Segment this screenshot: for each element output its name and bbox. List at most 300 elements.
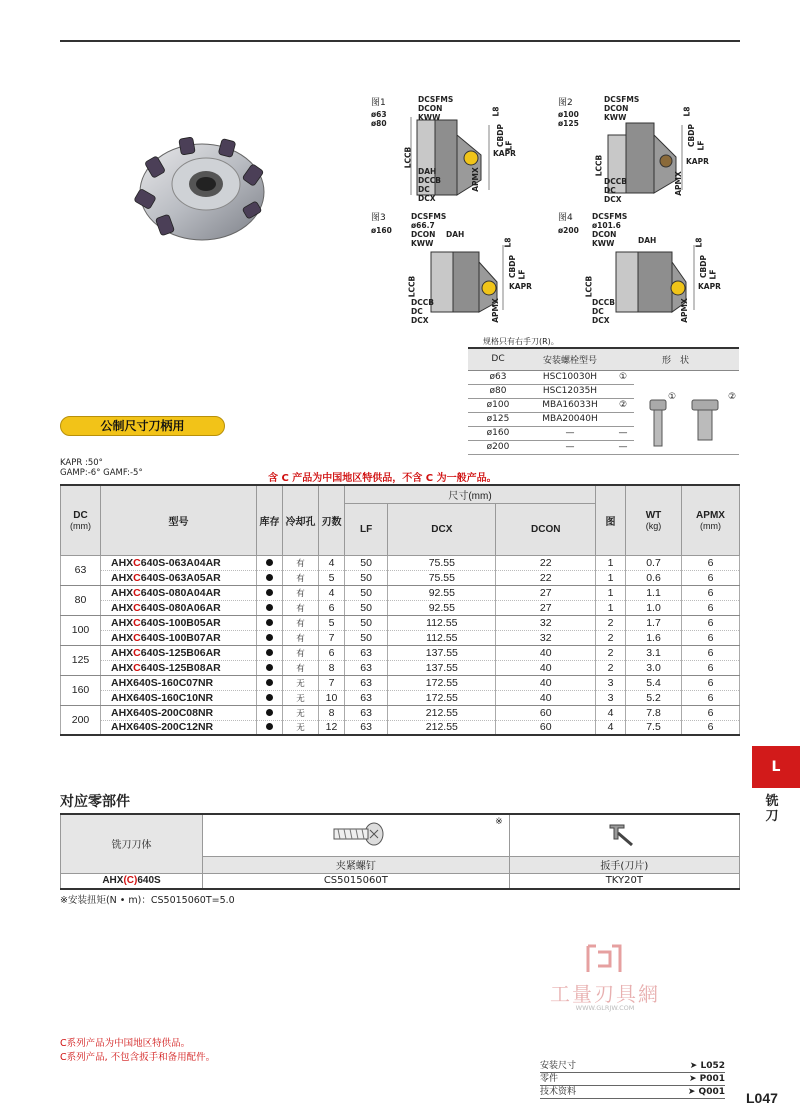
- row-wt: 7.5: [626, 720, 682, 735]
- angle-gamp: GAMP:-6° GAMF:-5°: [60, 468, 143, 478]
- product-table: [60, 484, 740, 736]
- dim-label: APMX: [490, 298, 500, 323]
- model-part-pre: AHX640S-200C12NR: [111, 721, 214, 734]
- row-fig: 1: [596, 555, 626, 570]
- dim-label: CBDP: [495, 124, 505, 147]
- bolt-icons: [638, 398, 738, 450]
- ref-parts-label: 零件: [540, 1074, 559, 1084]
- model-part-pre: AHX: [111, 616, 134, 629]
- col-fig: 图: [596, 485, 626, 555]
- dim-label: CBDP: [698, 255, 708, 278]
- dim-label: DCCB: [411, 298, 434, 307]
- row-dc: 100: [61, 615, 101, 645]
- stock-dot-icon: [266, 634, 273, 641]
- row-apmx: 6: [682, 675, 740, 690]
- row-apmx: 6: [682, 720, 740, 735]
- row-stock: [257, 645, 283, 660]
- col-wt: [626, 485, 682, 555]
- wrench-image-cell: [509, 814, 739, 856]
- spec-bolt: HSC12035H: [528, 384, 612, 398]
- row-coolant: 有: [283, 570, 319, 585]
- ref-tech-label: 技术资料: [540, 1087, 577, 1097]
- angle-info: [60, 458, 143, 478]
- row-dcx: 172.55: [388, 690, 496, 705]
- dim-label: DC: [418, 185, 430, 194]
- model-part-pre: AHX: [111, 571, 134, 584]
- stock-dot-icon: [266, 723, 273, 730]
- spec-bolt: —: [528, 440, 612, 454]
- screw-label: 夹紧螺钉: [203, 856, 510, 873]
- dim-label: DAH: [446, 230, 465, 239]
- table-row: [61, 555, 740, 570]
- spec-shape: ②: [612, 398, 634, 412]
- section-tag: 公制尺寸刀柄用: [60, 416, 225, 436]
- row-wt: 0.6: [626, 570, 682, 585]
- section-tab-label: [762, 794, 782, 824]
- dim-label: L8: [503, 237, 513, 248]
- row-dcx: 75.55: [388, 570, 496, 585]
- row-lf: 63: [345, 675, 388, 690]
- dim-label: LF: [517, 269, 527, 280]
- col-apmx-label: APMX: [696, 509, 725, 521]
- spec-dc: ø125: [468, 412, 528, 426]
- parts-model-c: (C): [123, 875, 138, 887]
- row-wt: 3.1: [626, 645, 682, 660]
- wrench-label: 扳手(刀片): [509, 856, 739, 873]
- dim-label: DC: [592, 307, 604, 316]
- model-part-post: 640S-063A04AR: [140, 556, 221, 569]
- dim-label: DCSFMS: [604, 95, 640, 104]
- col-dc-unit: (mm): [70, 520, 91, 531]
- tab-char-1: 铣: [765, 794, 779, 809]
- figure-3-sub-1: ø160: [371, 226, 392, 235]
- dim-label: DCON: [411, 230, 436, 239]
- model-part-post: 640S-125B08AR: [140, 661, 221, 674]
- figure-1-sub-1: ø63: [371, 110, 387, 119]
- ref-tech-page: ➤ Q001: [687, 1087, 725, 1097]
- spec-shape: —: [612, 426, 634, 440]
- row-model[interactable]: [101, 630, 257, 645]
- row-stock: [257, 600, 283, 615]
- dim-label: DC: [604, 186, 616, 195]
- table-row: [61, 690, 740, 705]
- col-dcon: DCON: [496, 503, 596, 555]
- spec-dc: ø160: [468, 426, 528, 440]
- row-dcon: 27: [496, 585, 596, 600]
- figure-4-title: 图4: [558, 213, 573, 223]
- figure-1: [371, 95, 541, 210]
- row-dcx: 212.55: [388, 705, 496, 720]
- row-teeth: 5: [319, 615, 345, 630]
- model-part-c: C: [133, 571, 141, 584]
- stock-dot-icon: [266, 589, 273, 596]
- table-row: [61, 570, 740, 585]
- model-part-pre: AHX: [111, 586, 134, 599]
- dim-label: DCSFMS: [592, 212, 628, 221]
- model-part-post: 640S-100B07AR: [140, 631, 221, 644]
- dim-label: KAPR: [509, 282, 532, 291]
- watermark: [540, 944, 680, 1014]
- watermark-url: WWW.GLRJW.COM: [575, 1004, 635, 1012]
- row-lf: 63: [345, 720, 388, 735]
- row-dcx: 92.55: [388, 600, 496, 615]
- parts-title: 对应零部件: [60, 794, 130, 810]
- spec-dc: ø63: [468, 370, 528, 384]
- shape-mark-2: ②: [728, 392, 737, 402]
- spec-shape: —: [612, 440, 634, 454]
- dim-label: APMX: [673, 171, 683, 196]
- row-dcx: 137.55: [388, 645, 496, 660]
- row-teeth: 7: [319, 630, 345, 645]
- col-wt-unit: (kg): [645, 520, 662, 531]
- spec-dc: ø100: [468, 398, 528, 412]
- spec-shape: [612, 412, 634, 426]
- figure-2: [558, 95, 728, 210]
- row-stock: [257, 630, 283, 645]
- model-part-pre: AHX: [111, 646, 134, 659]
- spec-header-shape: 形 状: [612, 348, 739, 370]
- row-model[interactable]: [101, 585, 257, 600]
- row-wt: 3.0: [626, 660, 682, 675]
- figure-2-title: 图2: [558, 98, 573, 108]
- screw-icon: [326, 821, 386, 847]
- row-dcon: 32: [496, 615, 596, 630]
- row-wt: 5.4: [626, 675, 682, 690]
- row-lf: 63: [345, 645, 388, 660]
- dim-label: L8: [491, 106, 501, 117]
- row-teeth: 8: [319, 705, 345, 720]
- row-model[interactable]: [101, 690, 257, 705]
- row-coolant: 有: [283, 585, 319, 600]
- wrench-value: TKY20T: [509, 873, 739, 889]
- row-fig: 2: [596, 615, 626, 630]
- dim-label: DCCB: [604, 177, 627, 186]
- row-model[interactable]: [101, 645, 257, 660]
- ref-install[interactable]: [540, 1060, 725, 1073]
- spec-shape: [612, 384, 634, 398]
- dim-label: KWW: [418, 113, 441, 122]
- model-part-post: 640S-080A06AR: [140, 601, 221, 614]
- col-apmx-unit: (mm): [700, 520, 721, 531]
- row-coolant: 有: [283, 555, 319, 570]
- row-fig: 2: [596, 645, 626, 660]
- row-dcon: 40: [496, 675, 596, 690]
- col-dc-label: DC: [73, 509, 88, 521]
- page-references: [540, 1060, 725, 1099]
- table-row: [61, 660, 740, 675]
- right-hand-note: 规格只有右手刀(R)。: [483, 337, 559, 346]
- table-row: [61, 615, 740, 630]
- row-dcon: 32: [496, 630, 596, 645]
- dim-label: KAPR: [698, 282, 721, 291]
- figure-2-sub-1: ø100: [558, 110, 579, 119]
- row-stock: [257, 585, 283, 600]
- row-dcx: 75.55: [388, 555, 496, 570]
- row-wt: 1.7: [626, 615, 682, 630]
- watermark-logo: [584, 944, 624, 974]
- spec-shape: ①: [612, 370, 634, 384]
- stock-dot-icon: [266, 619, 273, 626]
- dim-label: LF: [708, 269, 718, 280]
- spec-dc: ø200: [468, 440, 528, 454]
- dim-label: LCCB: [584, 275, 594, 298]
- figure-1-title: 图1: [371, 98, 386, 108]
- row-coolant: 有: [283, 615, 319, 630]
- figure-1-sub-2: ø80: [371, 119, 387, 128]
- dim-label: LF: [696, 140, 706, 151]
- row-model[interactable]: [101, 600, 257, 615]
- row-model[interactable]: [101, 720, 257, 735]
- footnote-2: C系列产品, 不包含扳手和备用配件。: [60, 1052, 216, 1063]
- row-coolant: 无: [283, 705, 319, 720]
- dim-label: DC: [411, 307, 423, 316]
- row-coolant: 有: [283, 660, 319, 675]
- row-wt: 7.8: [626, 705, 682, 720]
- dim-label: KAPR: [686, 157, 709, 166]
- dim-label: LCCB: [407, 275, 417, 298]
- row-wt: 1.1: [626, 585, 682, 600]
- row-apmx: 6: [682, 600, 740, 615]
- row-teeth: 10: [319, 690, 345, 705]
- table-row: [61, 585, 740, 600]
- row-stock: [257, 690, 283, 705]
- row-stock: [257, 660, 283, 675]
- dim-label: KWW: [604, 113, 627, 122]
- row-teeth: 6: [319, 645, 345, 660]
- dim-label: DAH: [418, 167, 437, 176]
- figure-4: [558, 210, 728, 325]
- dim-label: ø66.7: [411, 221, 435, 230]
- row-dc: 200: [61, 705, 101, 735]
- dim-label: DCON: [418, 104, 443, 113]
- bolt-shapes: [632, 392, 737, 452]
- dim-label: APMX: [470, 167, 480, 192]
- row-apmx: 6: [682, 630, 740, 645]
- model-part-post: 640S-080A04AR: [140, 586, 221, 599]
- model-part-post: 640S-100B05AR: [140, 616, 221, 629]
- row-model[interactable]: [101, 615, 257, 630]
- row-wt: 0.7: [626, 555, 682, 570]
- screw-mark: ※: [495, 817, 503, 827]
- angle-kapr: KAPR :50°: [60, 458, 103, 468]
- row-coolant: 有: [283, 630, 319, 645]
- dim-label: APMX: [679, 298, 689, 323]
- row-dc: 160: [61, 675, 101, 705]
- row-teeth: 4: [319, 585, 345, 600]
- figure-4-sub-1: ø200: [558, 226, 579, 235]
- parts-body-label: 铣刀刀体: [61, 814, 203, 873]
- row-stock: [257, 720, 283, 735]
- row-lf: 50: [345, 630, 388, 645]
- top-rule: [60, 40, 740, 42]
- row-apmx: 6: [682, 645, 740, 660]
- model-part-pre: AHX640S-160C10NR: [111, 691, 214, 704]
- stock-dot-icon: [266, 694, 273, 701]
- row-apmx: 6: [682, 570, 740, 585]
- torque-note: ※安装扭矩(N • m)：CS5015060T=5.0: [60, 895, 235, 906]
- row-fig: 2: [596, 660, 626, 675]
- model-part-c: C: [133, 556, 141, 569]
- parts-model: [61, 873, 203, 889]
- spec-header-bolt: 安装螺栓型号: [528, 348, 612, 370]
- col-coolant: 冷却孔: [283, 485, 319, 555]
- stock-dot-icon: [266, 664, 273, 671]
- row-dcon: 40: [496, 660, 596, 675]
- row-dcx: 112.55: [388, 615, 496, 630]
- parts-model-pre: AHX: [102, 875, 124, 887]
- dim-label: LCCB: [594, 154, 604, 177]
- table-row: [61, 645, 740, 660]
- model-part-pre: AHX: [111, 661, 134, 674]
- row-lf: 50: [345, 570, 388, 585]
- row-teeth: 8: [319, 660, 345, 675]
- row-lf: 50: [345, 615, 388, 630]
- row-dcon: 22: [496, 570, 596, 585]
- row-coolant: 无: [283, 690, 319, 705]
- col-teeth: 刃数: [319, 485, 345, 555]
- row-stock: [257, 570, 283, 585]
- ref-parts[interactable]: [540, 1073, 725, 1086]
- tab-char-2: 刀: [765, 809, 779, 824]
- row-coolant: 无: [283, 675, 319, 690]
- dim-label: KWW: [411, 239, 434, 248]
- row-dcx: 212.55: [388, 720, 496, 735]
- shape-mark-1: ①: [668, 392, 677, 402]
- row-stock: [257, 675, 283, 690]
- col-apmx: [682, 485, 740, 555]
- dim-label: DCX: [604, 195, 622, 204]
- row-model[interactable]: [101, 675, 257, 690]
- row-fig: 4: [596, 705, 626, 720]
- row-dcon: 40: [496, 645, 596, 660]
- row-fig: 1: [596, 585, 626, 600]
- row-teeth: 5: [319, 570, 345, 585]
- row-lf: 63: [345, 705, 388, 720]
- col-dims: 尺寸(mm): [345, 485, 596, 503]
- row-wt: 5.2: [626, 690, 682, 705]
- table-row: [61, 675, 740, 690]
- row-lf: 50: [345, 600, 388, 615]
- row-apmx: 6: [682, 660, 740, 675]
- row-coolant: 无: [283, 720, 319, 735]
- ref-tech[interactable]: [540, 1086, 725, 1099]
- model-part-post: 640S-125B06AR: [140, 646, 221, 659]
- row-stock: [257, 555, 283, 570]
- figure-3: [371, 210, 541, 325]
- dim-label: DCCB: [592, 298, 615, 307]
- dim-label: DCON: [592, 230, 617, 239]
- parts-table: [60, 813, 740, 890]
- col-lf: LF: [345, 503, 388, 555]
- dim-label: DCCB: [418, 176, 441, 185]
- row-model[interactable]: [101, 555, 257, 570]
- screw-image-cell: [203, 814, 510, 856]
- page-number: L047: [746, 1090, 778, 1106]
- row-stock: [257, 705, 283, 720]
- figure-3-title: 图3: [371, 213, 386, 223]
- dim-label: DCX: [592, 316, 610, 325]
- section-tab-L[interactable]: L: [752, 746, 800, 788]
- dim-label: L8: [694, 237, 704, 248]
- model-part-c: C: [133, 601, 141, 614]
- model-part-pre: AHX640S-160C07NR: [111, 676, 214, 689]
- row-fig: 3: [596, 675, 626, 690]
- row-fig: 3: [596, 690, 626, 705]
- row-dcon: 22: [496, 555, 596, 570]
- col-dcx: DCX: [388, 503, 496, 555]
- parts-model-post: 640S: [137, 875, 161, 887]
- row-dc: 80: [61, 585, 101, 615]
- row-coolant: 有: [283, 645, 319, 660]
- dim-label: DCSFMS: [418, 95, 454, 104]
- ref-parts-page: ➤ P001: [688, 1074, 725, 1084]
- dim-label: DCON: [604, 104, 629, 113]
- row-apmx: 6: [682, 690, 740, 705]
- row-fig: 2: [596, 630, 626, 645]
- row-dcx: 112.55: [388, 630, 496, 645]
- col-wt-label: WT: [645, 509, 662, 521]
- model-part-pre: AHX: [111, 601, 134, 614]
- screw-value: CS5015060T: [203, 873, 510, 889]
- dim-label: DCX: [418, 194, 436, 203]
- table-row: [61, 705, 740, 720]
- row-model[interactable]: [101, 705, 257, 720]
- dim-label: CBDP: [507, 255, 517, 278]
- row-dc: 125: [61, 645, 101, 675]
- table-row: [61, 720, 740, 735]
- stock-dot-icon: [266, 559, 273, 566]
- row-dcx: 172.55: [388, 675, 496, 690]
- dim-label: DCX: [411, 316, 429, 325]
- dim-label: LCCB: [403, 146, 413, 169]
- ref-install-page: ➤ L052: [689, 1061, 725, 1071]
- dim-label: L8: [682, 106, 692, 117]
- row-teeth: 4: [319, 555, 345, 570]
- dim-label: LF: [504, 140, 514, 151]
- spec-dc: ø80: [468, 384, 528, 398]
- row-model[interactable]: [101, 570, 257, 585]
- row-fig: 1: [596, 600, 626, 615]
- row-fig: 1: [596, 570, 626, 585]
- wrench-icon: [604, 819, 644, 849]
- row-model[interactable]: [101, 660, 257, 675]
- col-model: 型号: [101, 485, 257, 555]
- model-part-pre: AHX: [111, 631, 134, 644]
- model-part-c: C: [133, 616, 141, 629]
- model-part-pre: AHX640S-200C08NR: [111, 706, 214, 719]
- figure-2-sub-2: ø125: [558, 119, 579, 128]
- table-row: [61, 600, 740, 615]
- row-lf: 50: [345, 585, 388, 600]
- dim-label: CBDP: [686, 124, 696, 147]
- row-fig: 4: [596, 720, 626, 735]
- spec-bolt: MBA16033H: [528, 398, 612, 412]
- row-dcon: 27: [496, 600, 596, 615]
- table-row: [61, 630, 740, 645]
- footnote-1: C系列产品为中国地区特供品。: [60, 1038, 191, 1049]
- stock-dot-icon: [266, 709, 273, 716]
- spec-header-dc: DC: [468, 348, 528, 370]
- row-teeth: 12: [319, 720, 345, 735]
- model-part-c: C: [133, 661, 141, 674]
- row-lf: 63: [345, 690, 388, 705]
- dim-label: KAPR: [493, 149, 516, 158]
- spec-bolt: HSC10030H: [528, 370, 612, 384]
- row-dcon: 40: [496, 690, 596, 705]
- row-dcon: 60: [496, 705, 596, 720]
- model-part-pre: AHX: [111, 556, 134, 569]
- dim-label: KWW: [592, 239, 615, 248]
